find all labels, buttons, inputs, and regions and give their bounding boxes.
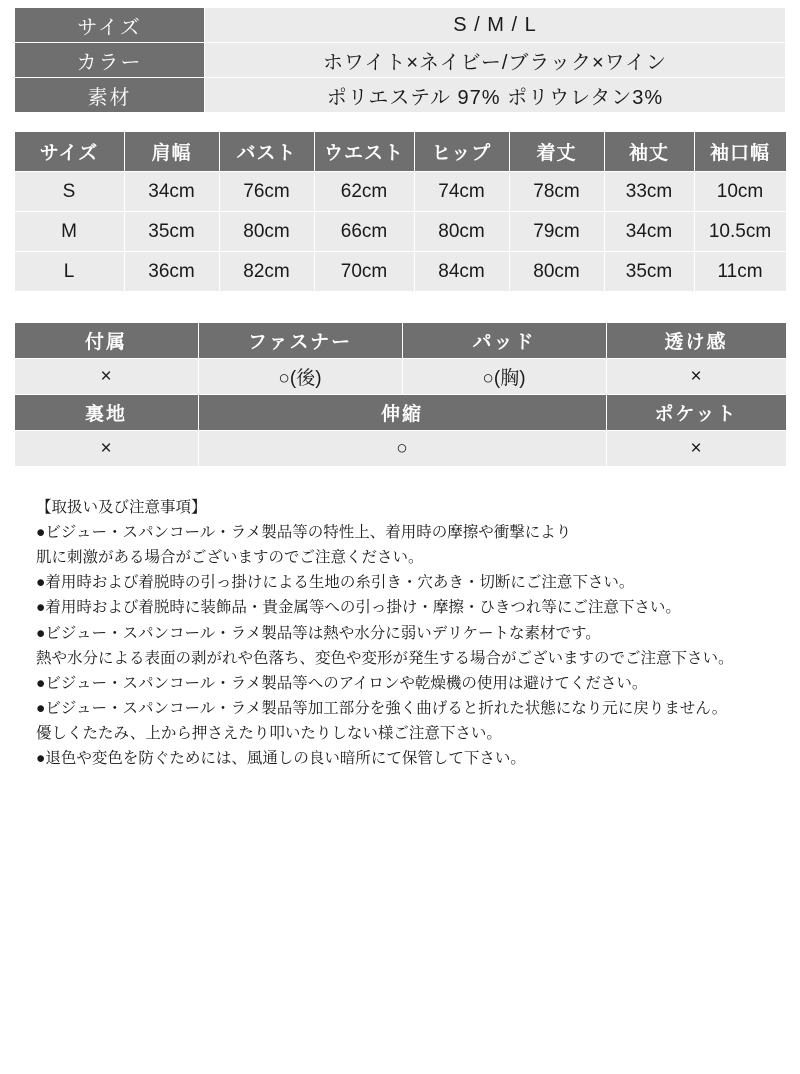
note-line: 熱や水分による表面の剥がれや色落ち、変色や変形が発生する場合がございますのでご注意下さい。	[36, 649, 734, 667]
table-row	[14, 172, 786, 212]
feat-header-lining: 裏地	[14, 395, 198, 431]
table-row	[15, 43, 786, 78]
feat-value-sheerness: ×	[606, 359, 786, 395]
measurement-table	[14, 131, 787, 292]
feat-header-accessory: 付属	[14, 323, 198, 359]
feat-header-pocket: ポケット	[606, 395, 786, 431]
cell-shoulder: 35cm	[124, 212, 219, 252]
col-header-size: サイズ	[14, 132, 124, 172]
note-line: ●ビジュー・スパンコール・ラメ製品等加工部分を強く曲げると折れた状態になり元に戻りません。	[36, 699, 728, 717]
table-row	[14, 359, 786, 395]
feat-value-pad: ○(胸)	[402, 359, 606, 395]
cell-size: L	[14, 252, 124, 292]
note-line: 肌に刺激がある場合がございますのでご注意ください。	[36, 549, 424, 567]
note-line: 優しくたたみ、上から押さえたり叩いたりしない様ご注意下さい。	[36, 724, 502, 742]
cell-waist: 66cm	[314, 212, 414, 252]
cell-sleeve-length: 33cm	[604, 172, 694, 212]
spec-value-color: ホワイト×ネイビー/ブラック×ワイン	[205, 43, 786, 78]
cell-length: 80cm	[509, 252, 604, 292]
table-header-row	[14, 395, 786, 431]
table-row	[14, 212, 786, 252]
feat-value-accessory: ×	[14, 359, 198, 395]
cell-hip: 84cm	[414, 252, 509, 292]
cell-cuff-width: 11cm	[694, 252, 786, 292]
col-header-bust: バスト	[219, 132, 314, 172]
note-line: ●着用時および着脱時に装飾品・貴金属等への引っ掛け・摩擦・ひきつれ等にご注意下さい。	[36, 599, 681, 617]
cell-length: 79cm	[509, 212, 604, 252]
feat-value-lining: ×	[14, 431, 198, 467]
table-row	[15, 8, 786, 43]
cell-hip: 80cm	[414, 212, 509, 252]
cell-sleeve-length: 35cm	[604, 252, 694, 292]
col-header-sleeve-length: 袖丈	[604, 132, 694, 172]
note-line: ●ビジュー・スパンコール・ラメ製品等の特性上、着用時の摩擦や衝撃により	[36, 524, 572, 542]
cell-size: S	[14, 172, 124, 212]
col-header-cuff-width: 袖口幅	[694, 132, 786, 172]
note-line: ●ビジュー・スパンコール・ラメ製品等は熱や水分に弱いデリケートな素材です。	[36, 624, 601, 642]
cell-shoulder: 34cm	[124, 172, 219, 212]
col-header-length: 着丈	[509, 132, 604, 172]
table-header-row	[14, 132, 786, 172]
feat-value-zipper: ○(後)	[198, 359, 402, 395]
spec-value-material: ポリエステル 97% ポリウレタン3%	[205, 78, 786, 113]
feat-value-pocket: ×	[606, 431, 786, 467]
cell-waist: 70cm	[314, 252, 414, 292]
cell-cuff-width: 10cm	[694, 172, 786, 212]
notes-title: 【取扱い及び注意事項】	[36, 499, 207, 516]
cell-length: 78cm	[509, 172, 604, 212]
table-row	[15, 78, 786, 113]
spec-value-size: S / M / L	[205, 8, 786, 43]
table-row	[14, 252, 786, 292]
note-line: ●ビジュー・スパンコール・ラメ製品等へのアイロンや乾燥機の使用は避けてください。	[36, 674, 648, 692]
cell-bust: 76cm	[219, 172, 314, 212]
col-header-waist: ウエスト	[314, 132, 414, 172]
feat-header-pad: パッド	[402, 323, 606, 359]
feat-value-stretch: ○	[198, 431, 606, 467]
table-header-row	[14, 323, 786, 359]
cell-sleeve-length: 34cm	[604, 212, 694, 252]
feat-header-zipper: ファスナー	[198, 323, 402, 359]
note-line: ●着用時および着脱時の引っ掛けによる生地の糸引き・穴あき・切断にご注意下さい。	[36, 574, 635, 592]
col-header-shoulder: 肩幅	[124, 132, 219, 172]
product-spec-page	[0, 7, 800, 1074]
cell-shoulder: 36cm	[124, 252, 219, 292]
spec-label-size: サイズ	[15, 8, 205, 43]
note-line: ●退色や変色を防ぐためには、風通しの良い暗所にて保管して下さい。	[36, 750, 526, 768]
col-header-hip: ヒップ	[414, 132, 509, 172]
cell-bust: 82cm	[219, 252, 314, 292]
feat-header-stretch: 伸縮	[198, 395, 606, 431]
cell-hip: 74cm	[414, 172, 509, 212]
cell-waist: 62cm	[314, 172, 414, 212]
spec-label-color: カラー	[15, 43, 205, 78]
spec-label-material: 素材	[15, 78, 205, 113]
table-row	[14, 431, 786, 467]
features-table	[14, 322, 787, 467]
cell-size: M	[14, 212, 124, 252]
basic-spec-table	[14, 7, 786, 113]
cell-bust: 80cm	[219, 212, 314, 252]
feat-header-sheerness: 透け感	[606, 323, 786, 359]
care-notes	[14, 495, 786, 771]
cell-cuff-width: 10.5cm	[694, 212, 786, 252]
